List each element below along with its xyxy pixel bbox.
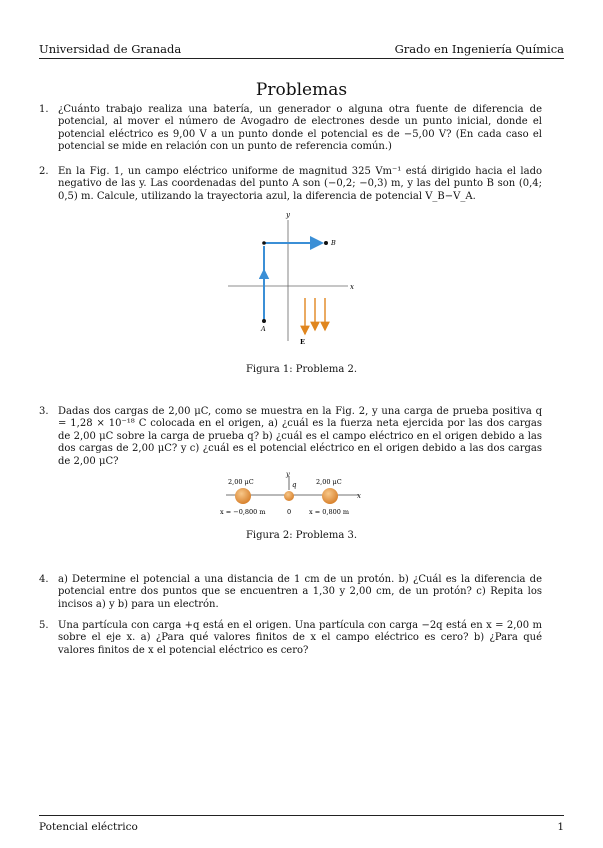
header-rule xyxy=(39,58,564,59)
test-charge-sphere xyxy=(284,491,294,501)
corner-dot xyxy=(262,241,266,245)
y-axis-label: y xyxy=(286,211,290,219)
footer-rule xyxy=(39,815,564,816)
charge-right-label: 2,00 μC xyxy=(316,478,342,486)
position-origin-label: 0 xyxy=(287,508,292,516)
point-a-label: A xyxy=(261,325,266,333)
point-b-label: B xyxy=(331,239,336,247)
header-degree: Grado en Ingeniería Química xyxy=(394,42,564,56)
problem-number: 1. xyxy=(39,104,49,115)
charge-left-label: 2,00 μC xyxy=(228,478,254,486)
test-charge-label: q xyxy=(292,481,297,489)
charge-right-sphere xyxy=(322,488,338,504)
problem-text: Una partícula con carga +q está en el origen. Una partícula con carga −2q está en x = 2,00 m sobre el eje x. a) ¿Para qué valores finitos de x el campo eléctrico es cero? b) ¿Para qué valores finitos de x el potencial eléctrico es cero? xyxy=(58,620,542,656)
problem-1 xyxy=(39,104,542,154)
figure-1 xyxy=(220,206,380,356)
problem-text: Dadas dos cargas de 2,00 μC, como se muestra en la Fig. 2, y una carga de prueba positiva q = 1,28 × 10⁻¹⁸ C colocada en el origen, a) ¿cuál es la fuerza neta ejercida por las dos cargas de 2,00 μC sobre la carga de prueba q? b) ¿cuál es el campo eléctrico en el origen debido a las dos cargas de 2,00 μC? y c) ¿cuál es el potencial eléctrico en el origen debido a las dos cargas de 2,00 μC? xyxy=(58,406,542,467)
field-label: E xyxy=(300,338,305,346)
problem-text: a) Determine el potencial a una distancia de 1 cm de un protón. b) ¿Cuál es la diferencia de potencial entre dos puntos que se encuentren a 1,30 y 2,00 cm, de un protón? c) Repita los incisos a) y b) para un electrón. xyxy=(58,574,542,610)
figure-1-caption: Figura 1: Problema 2. xyxy=(245,364,358,375)
header-university: Universidad de Granada xyxy=(39,42,182,56)
page-header xyxy=(39,42,564,58)
x-axis-label: x xyxy=(350,283,354,291)
problem-number: 5. xyxy=(39,620,49,631)
position-left-label: x = −0,800 m xyxy=(220,508,266,516)
page-title: Problemas xyxy=(255,80,348,100)
point-b-dot xyxy=(324,241,328,245)
problem-3 xyxy=(39,406,542,468)
y-axis-label: y xyxy=(286,470,290,478)
page-footer xyxy=(39,821,564,833)
problem-5 xyxy=(39,620,542,657)
position-right-label: x = 0,800 m xyxy=(309,508,350,516)
page-number: 1 xyxy=(557,821,564,833)
problem-number: 2. xyxy=(39,166,49,177)
problem-2 xyxy=(39,166,542,203)
x-axis-label: x xyxy=(357,492,361,500)
charge-left-sphere xyxy=(235,488,251,504)
problem-4 xyxy=(39,574,542,611)
problem-number: 4. xyxy=(39,574,49,585)
figure-2-caption: Figura 2: Problema 3. xyxy=(245,530,358,541)
problem-text: ¿Cuánto trabajo realiza una batería, un generador o alguna otra fuente de diferencia de potencial, al mover el número de Avogadro de electrones desde un punto inicial, donde el potencial eléctrico es 9,00 V a un punto donde el potencial es de −5,00 V? (En cada caso el potencial se mide en relación con un punto de referencia común.) xyxy=(58,104,542,153)
figure-2 xyxy=(216,468,386,520)
footer-topic: Potencial eléctrico xyxy=(39,821,138,833)
point-a-dot xyxy=(262,319,266,323)
problem-text: En la Fig. 1, un campo eléctrico uniforme de magnitud 325 Vm⁻¹ está dirigido hacia el lado negativo de las y. Las coordenadas del punto A son (−0,2; −0,3) m, y las del punto B son (0,4; 0,5) m. Calcule, utilizando la trayectoria azul, la diferencia de potencial V_B−V_A. xyxy=(58,166,542,202)
problem-number: 3. xyxy=(39,406,49,417)
